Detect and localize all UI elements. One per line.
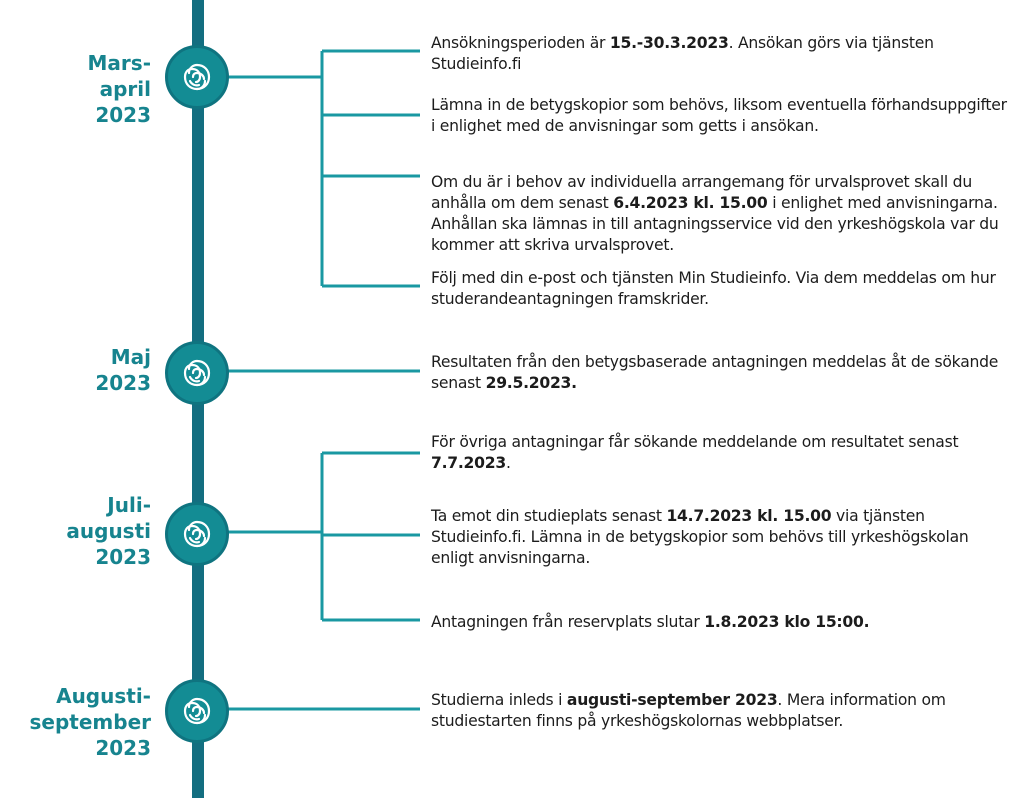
item-text: Följ med din e-post och tjänsten Min Studieinfo. Via dem meddelas om hur studerandeantagningen framskrider. (431, 269, 996, 308)
timeline-item (431, 690, 1011, 732)
item-highlight: 7.7.2023 (431, 454, 506, 472)
item-text: För övriga antagningar får sökande meddelande om resultatet senast (431, 433, 959, 451)
period-line: 2023 (95, 736, 151, 760)
timeline-node-1 (165, 45, 229, 109)
timeline-item (431, 172, 1011, 256)
item-highlight: augusti-september 2023 (566, 691, 778, 709)
timeline-node-4 (165, 679, 229, 743)
timeline-item (431, 95, 1011, 137)
period-line: Juli- (107, 493, 151, 517)
period-label-juli-augusti (0, 492, 151, 570)
swirl-logo-icon (179, 516, 215, 552)
item-text: . (505, 454, 511, 472)
item-text: Om du är i behov av individuella arrangemang för urvalsprovet skall du anhålla om dem senast (431, 173, 972, 212)
swirl-logo-icon (179, 59, 215, 95)
timeline-node-3 (165, 502, 229, 566)
period-line: Augusti- (56, 684, 151, 708)
timeline-item (431, 506, 1011, 569)
item-highlight: 29.5.2023. (485, 374, 577, 392)
item-text: Resultaten från den betygsbaserade antagningen meddelas åt de sökande senast (431, 353, 999, 392)
item-text: Antagningen från reservplats slutar (431, 613, 705, 631)
swirl-logo-icon (179, 693, 215, 729)
period-line: 2023 (95, 103, 151, 127)
item-highlight: 15.-30.3.2023 (609, 34, 729, 52)
item-text: Ansökningsperioden är (431, 34, 610, 52)
timeline-item (431, 352, 1011, 394)
period-line: september (29, 710, 151, 734)
period-line: Maj (110, 345, 151, 369)
timeline-item (431, 268, 1011, 310)
item-text: . Mera information om studiestarten finns på yrkeshögskolornas webbplatser. (431, 691, 946, 730)
item-highlight: 1.8.2023 klo 15:00. (704, 613, 870, 631)
item-text: Lämna in de betygskopior som behövs, liksom eventuella förhandsuppgifter i enlighet med de anvisningar som getts i ansökan. (431, 96, 1007, 135)
item-text: i enlighet med anvisningarna. Anhållan ska lämnas in till antagningsservice vid den yrkeshögskola var du kommer att skriva urvalsprovet. (431, 194, 999, 254)
period-label-mars-april (0, 50, 151, 128)
period-line: april (99, 77, 151, 101)
period-line: 2023 (95, 371, 151, 395)
item-text: via tjänsten Studieinfo.fi. Lämna in de betygskopior som behövs till yrkeshögskolan enligt anvisningarna. (431, 507, 969, 567)
period-line: Mars- (87, 51, 151, 75)
period-label-augusti-september (0, 683, 151, 761)
period-line: 2023 (95, 545, 151, 569)
timeline-item (431, 432, 1011, 474)
swirl-logo-icon (179, 355, 215, 391)
timeline-item (431, 33, 1011, 75)
timeline-node-2 (165, 341, 229, 405)
period-line: augusti (66, 519, 151, 543)
item-highlight: 14.7.2023 kl. 15.00 (666, 507, 832, 525)
item-text: Ta emot din studieplats senast (431, 507, 667, 525)
timeline-item (431, 612, 1011, 633)
item-text: Studierna inleds i (431, 691, 567, 709)
item-highlight: 6.4.2023 kl. 15.00 (613, 194, 768, 212)
item-text: . Ansökan görs via tjänsten Studieinfo.fi (431, 34, 934, 73)
period-label-maj (0, 344, 151, 396)
